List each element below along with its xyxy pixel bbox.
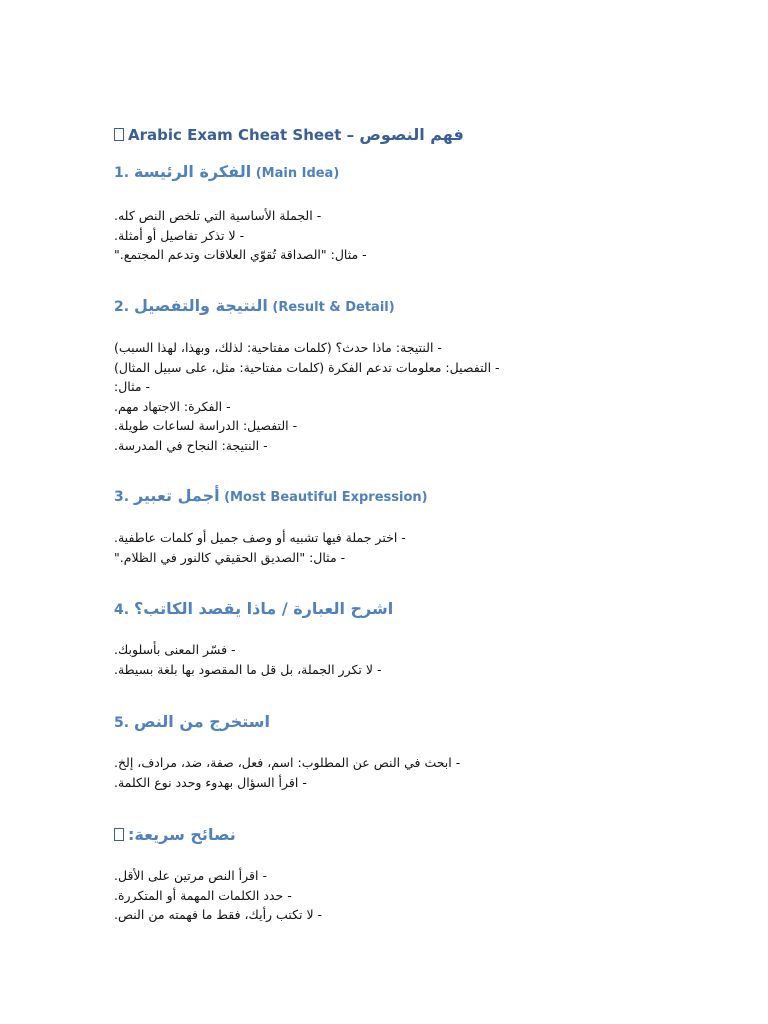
section-explain-phrase (114, 598, 674, 679)
heading-number: 5. (114, 715, 134, 731)
heading-arabic: النتيجة والتفصيل (133, 296, 268, 315)
section-lines (114, 206, 674, 265)
list-item: - ابحث في النص عن المطلوب: اسم، فعل، صفة، ضد، مرادف، إلخ. (114, 755, 461, 770)
list-item: - الجملة الأساسية التي تلخص النص كله. (114, 208, 322, 223)
heading-number: 1. (114, 165, 134, 181)
list-item: - مثال: "الصديق الحقيقي كالنور في الظلام." (114, 549, 346, 565)
heading-arabic: اشرح العبارة / ماذا يقصد الكاتب؟ (133, 599, 394, 618)
list-item: - حدد الكلمات المهمة أو المتكررة. (114, 887, 292, 903)
section-result-detail (114, 295, 674, 456)
list-item: - اختر جملة فيها تشبيه أو وصف جميل أو كلمات عاطفية. (114, 530, 406, 545)
section-beautiful-expression (114, 485, 674, 567)
section-lines (114, 338, 674, 456)
list-item: - لا تكتب رأيك، فقط ما فهمته من النص. (114, 907, 323, 923)
heading-number: 3. (114, 489, 134, 505)
section-main-idea (114, 161, 674, 265)
heading-english: (Result & Detail) (267, 300, 395, 315)
heading-arabic: أجمل تعبير (133, 486, 220, 505)
heading-english: (Most Beautiful Expression) (219, 490, 428, 505)
list-item: - اقرأ السؤال بهدوء وحدد نوع الكلمة. (114, 774, 307, 790)
heading-english: (Main Idea) (251, 166, 340, 181)
section-lines (114, 528, 674, 567)
section-quick-tips (114, 824, 674, 925)
section-heading (114, 161, 674, 185)
list-item: - الفكرة: الاجتهاد مهم. (114, 398, 239, 414)
list-item: - اقرأ النص مرتين على الأقل. (114, 868, 267, 883)
list-item: - مثال: (114, 379, 151, 395)
section-heading (114, 598, 674, 621)
list-item: - لا تذكر تفاصيل أو أمثلة. (114, 227, 245, 243)
list-item: - لا تكرر الجملة، بل قل ما المقصود بها بلغة بسيطة. (114, 661, 382, 677)
heading-arabic: الفكرة الرئيسة (133, 162, 252, 181)
list-item: - التفصيل: معلومات تدعم الفكرة (كلمات مفتاحية: مثل، على سبيل المثال) (114, 359, 500, 375)
missing-glyph-icon (114, 828, 124, 841)
section-heading (114, 485, 674, 509)
section-extract-from-text (114, 711, 674, 792)
heading-arabic: استخرج من النص (133, 712, 270, 731)
section-lines (114, 866, 674, 925)
document-title (114, 124, 464, 146)
heading-arabic: نصائح سريعة: (128, 825, 236, 844)
title-prefix: Arabic Exam Cheat Sheet – (128, 126, 360, 144)
heading-number: 4. (114, 602, 134, 618)
heading-number: 2. (114, 299, 134, 315)
section-lines (114, 753, 674, 792)
list-item: - النتيجة: ماذا حدث؟ (كلمات مفتاحية: لذلك، وبهذا، لهذا السبب) (114, 340, 442, 355)
section-heading (114, 295, 674, 319)
section-lines (114, 640, 674, 679)
section-heading (114, 711, 674, 734)
title-arabic: فهم النصوص (359, 125, 464, 144)
missing-glyph-icon (114, 128, 124, 141)
section-heading (114, 824, 674, 847)
list-item: - التفصيل: الدراسة لساعات طويلة. (114, 418, 306, 434)
list-item: - فسّر المعنى بأسلوبك. (114, 642, 236, 657)
list-item: - النتيجة: النجاح في المدرسة. (114, 437, 276, 453)
list-item: - مثال: "الصداقة تُقوّي العلاقات وتدعم المجتمع." (114, 247, 367, 263)
